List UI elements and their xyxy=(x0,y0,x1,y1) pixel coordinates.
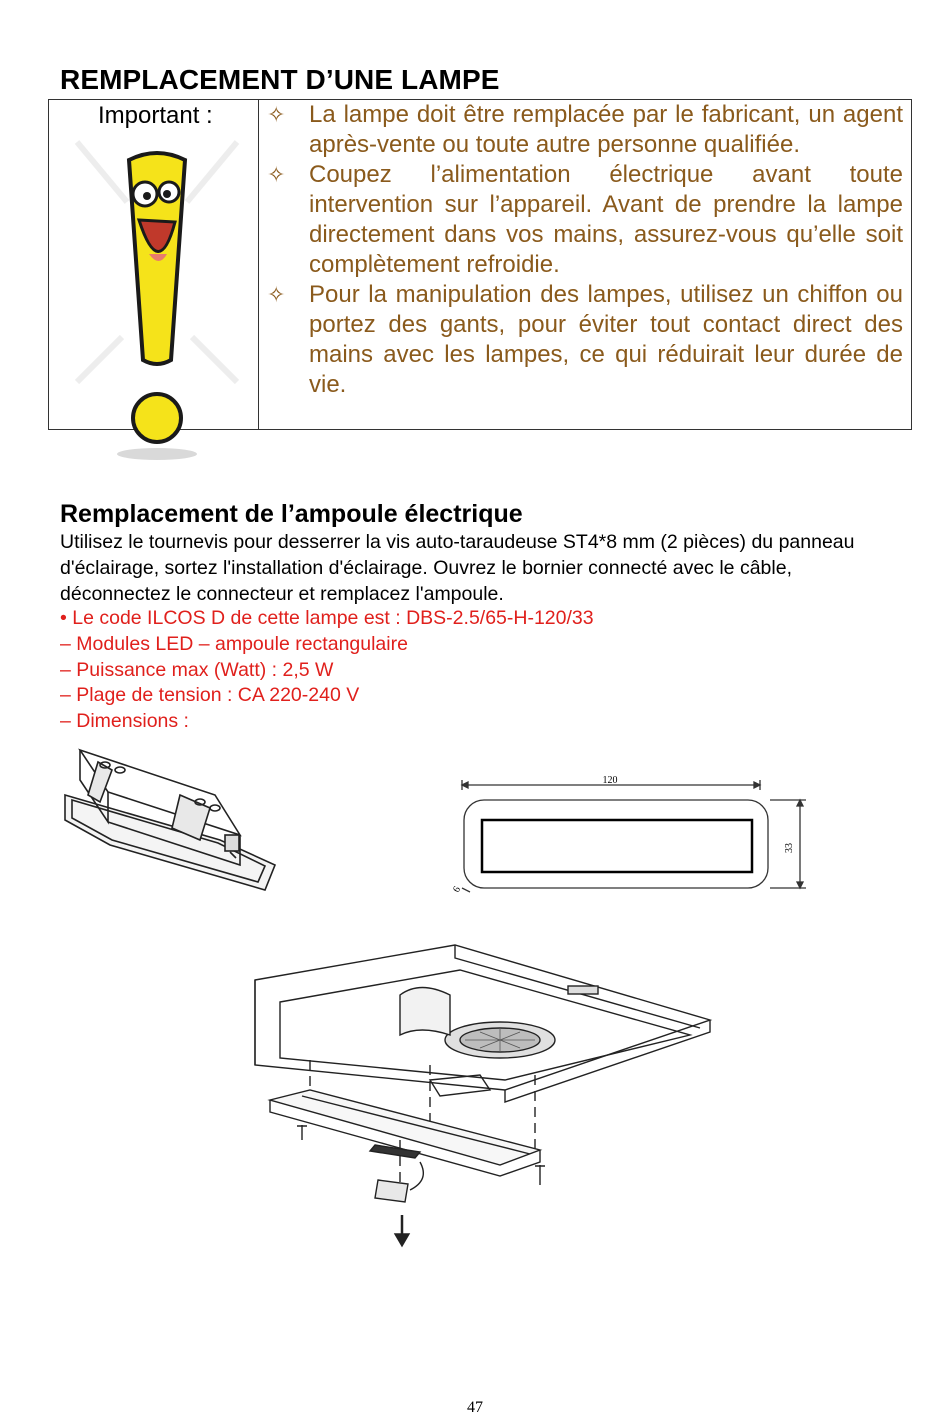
bullet-item xyxy=(267,280,903,400)
corner-dimension-label: 6 xyxy=(451,884,464,895)
important-label: Important : xyxy=(98,102,213,129)
bullet-item xyxy=(267,160,903,280)
spec-voltage: – Plage de tension : CA 220-240 V xyxy=(60,684,360,707)
led-module-illustration xyxy=(60,740,280,900)
bullet-text: Pour la manipulation des lampes, utilisez un chiffon ou portez des gants, pour éviter tout contact direct des mains avec les lampes, ce qui réduirait leur durée de vie. xyxy=(309,281,903,398)
bullet-text: La lampe doit être remplacée par le fabricant, un agent après-vente ou toute autre personne qualifiée. xyxy=(309,101,903,158)
spec-module-type: – Modules LED – ampoule rectangulaire xyxy=(60,632,408,655)
spec-dimensions: – Dimensions : xyxy=(60,710,189,733)
four-point-star-icon: ✧ xyxy=(267,162,286,187)
page-title: REMPLACEMENT D’UNE LAMPE xyxy=(60,64,500,95)
width-dimension-label: 120 xyxy=(602,775,618,786)
exclamation-mascot-icon xyxy=(67,132,247,462)
range-hood-exploded-view xyxy=(250,940,720,1260)
bullet-item xyxy=(267,100,903,160)
spec-ilcos-code: • Le code ILCOS D de cette lampe est : DBS-2.5/65-H-120/33 xyxy=(60,607,594,629)
four-point-star-icon: ✧ xyxy=(267,282,286,307)
important-notice-table xyxy=(48,99,912,430)
spec-power: – Puissance max (Watt) : 2,5 W xyxy=(60,658,334,681)
bullet-text: Coupez l’alimentation électrique avant toute intervention sur l’appareil. Avant de prendre la lampe directement dans vos mains, assurez-vous qu’elle soit complètement refroidie. xyxy=(309,161,903,278)
page-number: 47 xyxy=(467,1399,483,1416)
important-bullets xyxy=(267,100,903,400)
instruction-paragraph: Utilisez le tournevis pour desserrer la vis auto-taraudeuse ST4*8 mm (2 pièces) du panneau d'éclairage, sortez l'installation d'éclairage. Ouvrez le bornier connecté avec le câble, déconnectez le connecteur et remplacez l'ampoule. xyxy=(60,531,855,605)
height-dimension-label: 33 xyxy=(784,843,795,853)
section-heading: Remplacement de l’ampoule électrique xyxy=(60,500,523,528)
dimension-drawing xyxy=(440,770,820,900)
spec-list xyxy=(60,606,594,735)
four-point-star-icon: ✧ xyxy=(267,102,286,127)
important-label-cell xyxy=(49,100,259,429)
